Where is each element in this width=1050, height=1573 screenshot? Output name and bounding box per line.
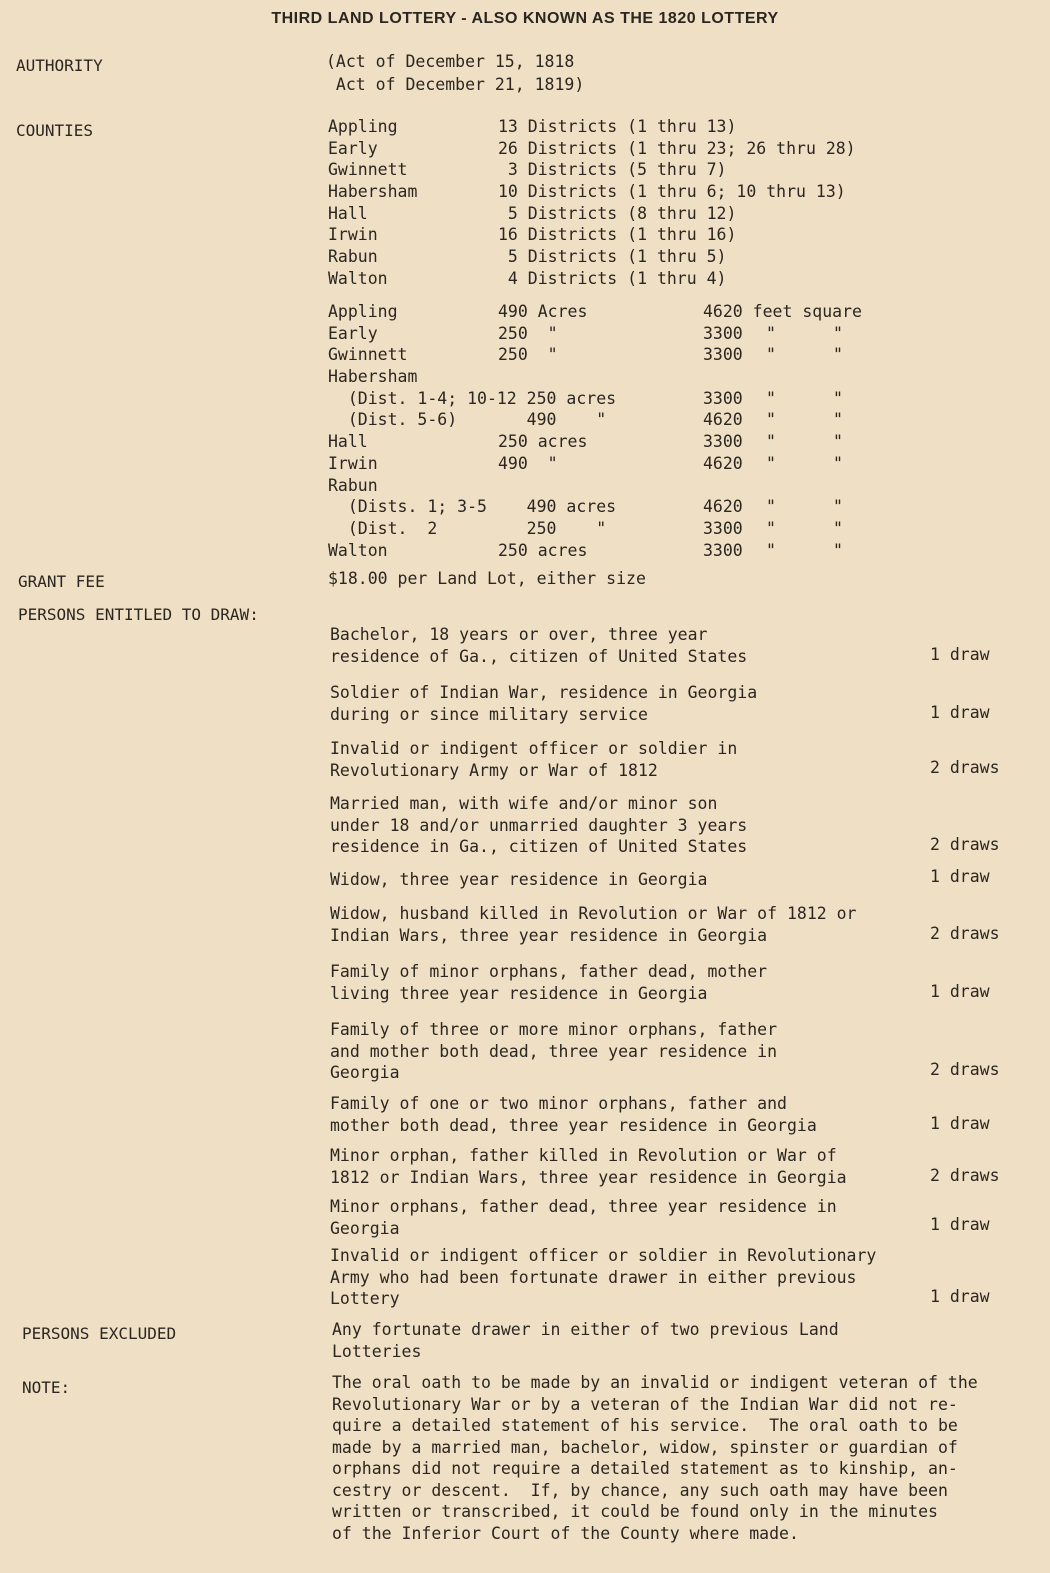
county-name: Gwinnett [328, 160, 408, 180]
district-count: 13 Districts (1 thru 13) [498, 117, 737, 136]
district-count: 16 Districts (1 thru 16) [498, 225, 737, 245]
draw-count: 1 draw [930, 982, 990, 1001]
county-name: Rabun [328, 247, 378, 267]
entitlement-text: Bachelor, 18 years or over, three year residence of Ga., citizen of United States [330, 625, 748, 666]
draw-count: 2 draws [930, 924, 1000, 943]
draw-count: 2 draws [930, 1166, 1000, 1185]
list-item [330, 1093, 1050, 1136]
counties-label: COUNTIES [16, 121, 94, 140]
list-item [330, 793, 1050, 858]
size-county: (Dist. 5-6) 490 " [328, 410, 607, 430]
ditto-mark: " [766, 432, 776, 452]
ditto-mark: " [833, 323, 843, 343]
size-county: Walton [328, 540, 388, 560]
ditto-mark: " [766, 345, 776, 365]
ditto-mark: " [833, 345, 843, 365]
entitlement-text: Family of minor orphans, father dead, mother living three year residence in Georgia [330, 962, 768, 1003]
entitled-label: PERSONS ENTITLED TO DRAW: [18, 605, 259, 624]
size-county: Hall [328, 432, 368, 452]
size-county: (Dists. 1; 3-5 490 acres [328, 497, 617, 517]
page-title: THIRD LAND LOTTERY - ALSO KNOWN AS THE 1820 LOTTERY [271, 10, 779, 27]
excluded-label: PERSONS EXCLUDED [22, 1324, 177, 1343]
draw-count: 1 draw [930, 1114, 990, 1133]
authority-label: AUTHORITY [16, 56, 103, 75]
authority-line-1: (Act of December 15, 1818 [326, 52, 575, 71]
size-acres: 490 Acres [498, 302, 588, 321]
county-name: Walton [328, 268, 388, 288]
draw-count: 1 draw [930, 1215, 990, 1234]
entitlement-text: Invalid or indigent officer or soldier in Revolutionary Army who had been fortunate drawer in either previous Lottery [330, 1246, 877, 1308]
entitlement-text: Family of three or more minor orphans, father and mother both dead, three year residence in Georgia [330, 1020, 778, 1082]
ditto-mark: " [833, 453, 843, 473]
list-item [330, 903, 1050, 946]
size-acres: 250 " [498, 323, 558, 343]
grant-fee-label: GRANT FEE [18, 572, 105, 591]
size-acres: 250 acres [498, 432, 588, 452]
district-count: 4 Districts (1 thru 4) [498, 268, 727, 288]
ditto-mark: " [833, 432, 843, 452]
size-county: Early [328, 323, 378, 343]
draw-count: 1 draw [930, 1287, 990, 1306]
list-item [330, 738, 1050, 781]
draw-count: 1 draw [930, 645, 990, 664]
size-county: Irwin [328, 453, 378, 473]
grant-fee-value: $18.00 per Land Lot, either size [328, 569, 646, 588]
draw-count: 2 draws [930, 758, 1000, 777]
entitlement-text: Widow, three year residence in Georgia [330, 870, 708, 889]
size-feet: 4620 [703, 497, 743, 517]
size-county: Gwinnett [328, 345, 408, 365]
district-count: 26 Districts (1 thru 23; 26 thru 28) [498, 138, 856, 158]
county-name: Appling [328, 117, 398, 136]
list-item [330, 1245, 1050, 1310]
size-county: (Dist. 1-4; 10-12 250 acres [328, 388, 617, 408]
ditto-mark: " [833, 497, 843, 517]
ditto-mark: " [766, 388, 776, 408]
size-feet: 3300 [703, 432, 743, 452]
draw-count: 2 draws [930, 835, 1000, 854]
excluded-text: Any fortunate drawer in either of two previous Land Lotteries [332, 1320, 839, 1361]
entitlement-text: Invalid or indigent officer or soldier in Revolutionary Army or War of 1812 [330, 739, 738, 780]
ditto-mark: " [833, 388, 843, 408]
county-name: Early [328, 138, 378, 158]
list-item [330, 1196, 1050, 1239]
draw-count: 1 draw [930, 867, 990, 886]
note-label: NOTE: [22, 1378, 71, 1397]
county-name: Hall [328, 203, 368, 223]
list-item [330, 682, 1050, 725]
entitlement-text: Widow, husband killed in Revolution or War of 1812 or Indian Wars, three year residence in Georgia [330, 904, 857, 945]
ditto-mark: " [833, 518, 843, 538]
district-count: 5 Districts (8 thru 12) [498, 203, 737, 223]
ditto-mark: " [833, 410, 843, 430]
authority-line-2: Act of December 21, 1819) [326, 75, 585, 94]
entitlement-text: Soldier of Indian War, residence in Georgia during or since military service [330, 683, 758, 724]
size-feet: 4620 [703, 410, 743, 430]
size-feet: 3300 [703, 518, 743, 538]
list-item [330, 869, 1050, 891]
size-feet: 3300 [703, 540, 743, 560]
entitlement-text: Family of one or two minor orphans, father and mother both dead, three year residence in Georgia [330, 1094, 817, 1135]
list-item [330, 1145, 1050, 1188]
size-acres: 250 " [498, 345, 558, 365]
draw-count: 1 draw [930, 703, 990, 722]
entitlement-text: Minor orphans, father dead, three year residence in Georgia [330, 1197, 837, 1238]
ditto-mark: " [766, 323, 776, 343]
size-feet: 3300 [703, 388, 743, 408]
list-item [330, 624, 1050, 667]
size-county: Habersham [328, 367, 418, 387]
list-item [330, 961, 1050, 1004]
size-feet: 4620 feet square [703, 302, 862, 321]
county-name: Irwin [328, 225, 378, 245]
size-feet: 3300 [703, 345, 743, 365]
entitlement-text: Minor orphan, father killed in Revolution or War of 1812 or Indian Wars, three year residence in Georgia [330, 1146, 847, 1187]
ditto-mark: " [766, 453, 776, 473]
size-acres: 490 " [498, 453, 558, 473]
county-name: Habersham [328, 182, 418, 202]
ditto-mark: " [766, 497, 776, 517]
size-county: Appling [328, 302, 398, 321]
size-feet: 3300 [703, 323, 743, 343]
ditto-mark: " [766, 540, 776, 560]
size-acres: 250 acres [498, 540, 588, 560]
ditto-mark: " [766, 518, 776, 538]
size-feet: 4620 [703, 453, 743, 473]
size-county: Rabun [328, 475, 378, 495]
entitlement-text: Married man, with wife and/or minor son under 18 and/or unmarried daughter 3 years residence in Ga., citizen of United States [330, 794, 748, 856]
ditto-mark: " [833, 540, 843, 560]
ditto-mark: " [766, 410, 776, 430]
district-count: 5 Districts (1 thru 5) [498, 247, 727, 267]
list-item [330, 1019, 1050, 1084]
district-count: 3 Districts (5 thru 7) [498, 160, 727, 180]
note-text: The oral oath to be made by an invalid or indigent veteran of the Revolutionary War or by a veteran of the Indian War did not re- quire a detailed statement of his service. The oral oath to be made by a married man, bachelor, widow, spinster or guardian of orphans did not require a detailed statement as to kinship, an- cestry or descent. If, by chance, any such oath may have been written or transcribed, it could be found only in the minutes of the Inferior Court of the County where made. [332, 1373, 978, 1543]
district-count: 10 Districts (1 thru 6; 10 thru 13) [498, 182, 846, 202]
draw-count: 2 draws [930, 1060, 1000, 1079]
size-county: (Dist. 2 250 " [328, 518, 607, 538]
